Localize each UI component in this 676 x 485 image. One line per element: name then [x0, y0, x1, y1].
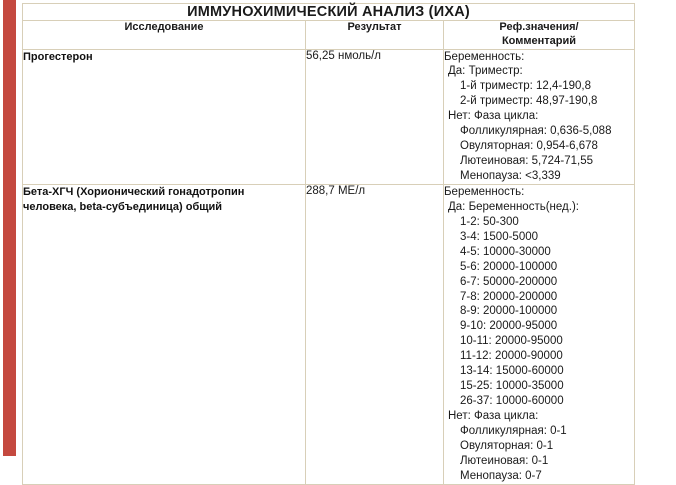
reference-line: Да: Беременность(нед.): [448, 200, 579, 213]
reference-line: Менопауза: <3,339 [460, 170, 561, 182]
reference-line: 11-12: 20000-90000 [460, 350, 563, 363]
reference-line: Овуляторная: 0-1 [460, 439, 554, 452]
reference-line: 7-8: 20000-200000 [460, 290, 558, 303]
reference-line: 3-4: 1500-5000 [460, 230, 539, 243]
table-header-row [23, 21, 635, 50]
reference-line: 1-2: 50-300 [460, 215, 519, 228]
reference-line: 4-5: 10000-30000 [460, 245, 551, 258]
reference-line: 9-10: 20000-95000 [460, 320, 558, 333]
reference-line: Фолликулярная: 0,636-5,088 [460, 125, 612, 138]
reference-line: Лютеиновая: 0-1 [460, 454, 549, 467]
test-name-beta-hcg-line2: человека, beta-субъединица) общий [23, 200, 223, 213]
test-result-beta-hcg: 288,7 МЕ/л [306, 184, 444, 484]
test-name-beta-hcg-line1: Бета-ХГЧ (Хорионический гонадотропин [23, 185, 245, 198]
lab-results-table [22, 3, 635, 485]
reference-line: 8-9: 20000-100000 [460, 305, 558, 318]
reference-line: Беременность: [444, 50, 525, 63]
reference-line: Беременность: [444, 185, 525, 198]
reference-line: 15-25: 10000-35000 [460, 380, 564, 393]
reference-line: Да: Триместр: [448, 65, 523, 78]
table-title-row [23, 4, 635, 21]
column-header-study: Исследование [23, 21, 306, 50]
reference-values-progesterone [444, 49, 635, 184]
reference-line: 13-14: 15000-60000 [460, 365, 564, 378]
column-header-reference [444, 21, 635, 50]
reference-line: Нет: Фаза цикла: [448, 410, 539, 422]
reference-values-beta-hcg [444, 184, 635, 484]
table-row [23, 184, 635, 484]
test-result-progesterone: 56,25 нмоль/л [306, 49, 444, 184]
reference-line: 10-11: 20000-95000 [460, 335, 563, 348]
column-header-reference-line1: Реф.значения/ [499, 21, 579, 33]
reference-line: 26-37: 10000-60000 [460, 395, 564, 408]
page-title: ИММУНОХИМИЧЕСКИЙ АНАЛИЗ (ИХА) [23, 4, 635, 21]
test-name-beta-hcg [23, 184, 306, 484]
reference-line: 1-й триместр: 12,4-190,8 [460, 80, 592, 93]
column-header-result: Результат [306, 21, 444, 50]
reference-line: Овуляторная: 0,954-6,678 [460, 140, 598, 153]
reference-line: 5-6: 20000-100000 [460, 260, 558, 273]
column-header-reference-line2: Комментарий [501, 34, 577, 47]
table-row [23, 49, 635, 184]
test-name-progesterone: Прогестерон [23, 49, 306, 184]
reference-line: Менопауза: 0-7 [460, 469, 542, 482]
left-accent-bar [3, 0, 16, 456]
reference-line: Фолликулярная: 0-1 [460, 424, 567, 437]
reference-line: 2-й триместр: 48,97-190,8 [460, 95, 598, 108]
reference-line: Нет: Фаза цикла: [448, 110, 539, 123]
reference-line: Лютеиновая: 5,724-71,55 [460, 155, 594, 168]
reference-line: 6-7: 50000-200000 [460, 275, 558, 288]
